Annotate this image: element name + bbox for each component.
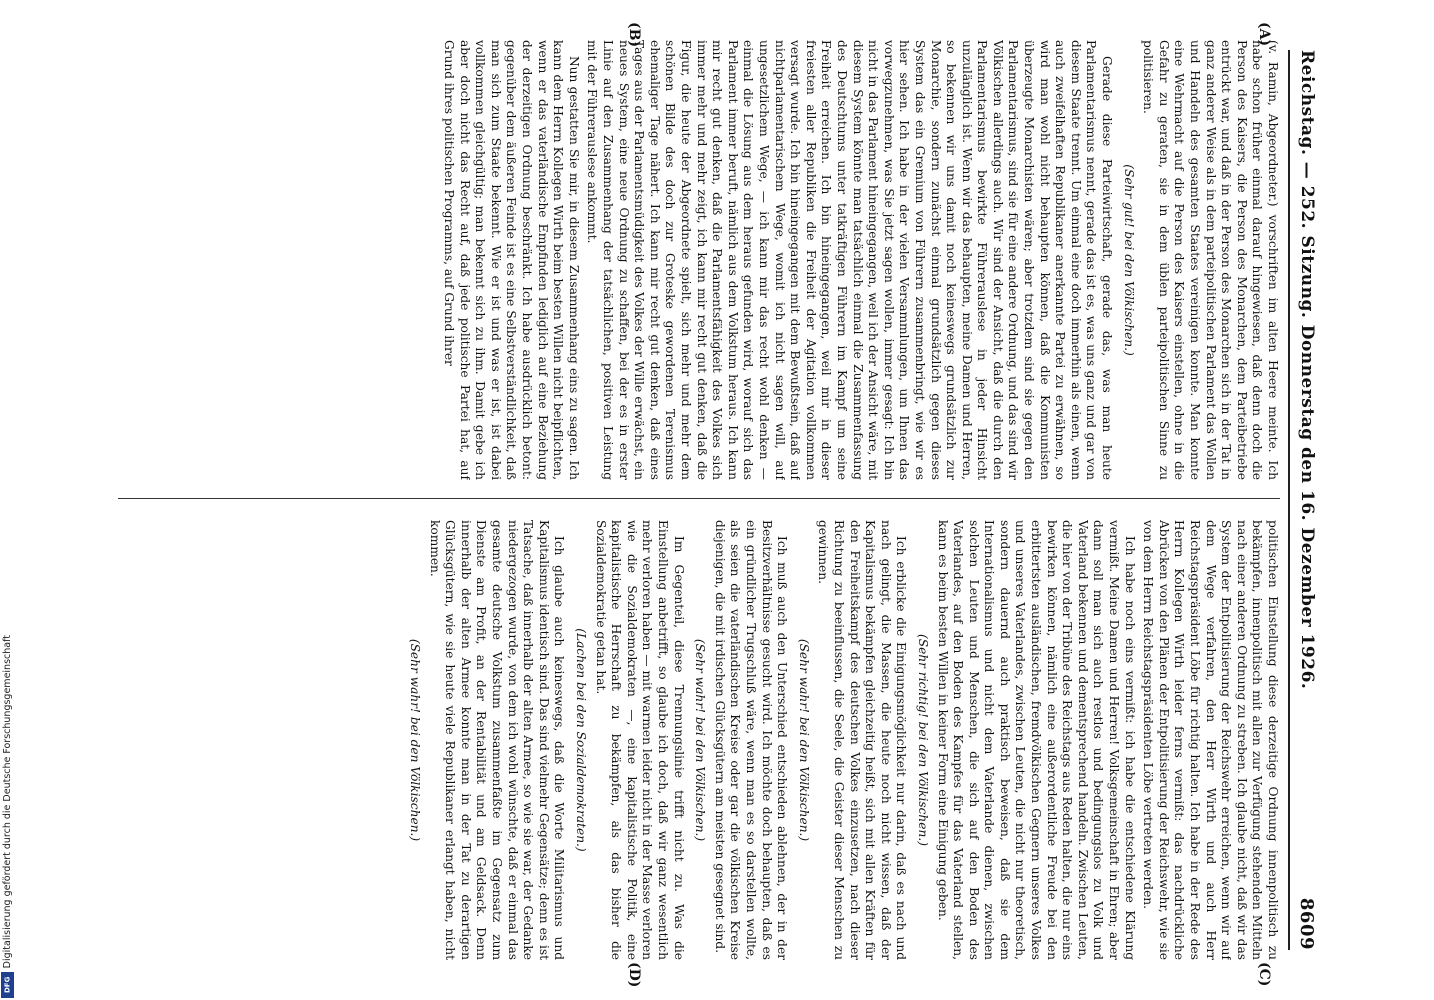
paragraph: Ich glaube auch keineswegs, daß die Worte Militarismus und Kapitalismus identisch sind. Das sind vielmehr Gegensätze; denn es ist Tatsache, daß innerhalb der alten Armee, so wie sie war, der Gedanke niedergezogen wurde, von dem ich wohl wünschte, daß er einmal das gesamte deutsche Volkstum zusammenfaßte im Gegensatz zum Dienste am Profit, an der Rentabilität und am Geldsack. Denn innerhalb der alten Armee konnte man in der Tat zu derartigen Glücksgütern, wie sie heute viele Republikaner erlangt haben, nicht kommen. bbox=[427, 520, 567, 960]
paragraph: Im Gegenteil, diese Trennungslinie trifft nicht zu. Was die Einstellung anbetrifft, so glaube ich doch, daß wir ganz wesentlich mehr verloren haben — mit warmen leider nicht in der Masse verloren wie die Sozialdemokraten —, eine kapitalistische Politik, eine kapitalistische Herrschaft zu bekämpfen, als das bisher die Sozialdemokratie getan hat. bbox=[593, 520, 686, 960]
margin-marker-a: (A) bbox=[1256, 22, 1272, 47]
paragraph: Ich erblicke die Einigungsmöglichkeit nur darin, daß es nach und nach gelingt, die Massen, die heute noch nicht wissen, daß der Kapitalismus bekämpfen gleichzeitig heißt, sich mit allen Kräften für den Freiheitskampf des deutschen Volkes einzusetzen, nach dieser Richtung zu beeinflussen, die Seele, die Geister dieser Menschen zu gewinnen. bbox=[816, 520, 909, 960]
page-header bbox=[1288, 50, 1324, 950]
digitization-credit: Digitalisierung gefördert durch die Deutsche Forschungsgemeinschaft bbox=[2, 634, 13, 968]
page-title: Reichstag. — 252. Sitzung. Donnerstag den 16. Dezember 1926. bbox=[1297, 50, 1317, 690]
applause-note: (Sehr wahr! bei den Völkischen.) bbox=[796, 638, 811, 842]
left-column bbox=[118, 40, 1280, 480]
paragraph: Nun gestatten Sie mir, in diesem Zusammenhang eins zu sagen. Ich kann dem Herrn Kollegen Wirth beim besten Willen nicht beipflichten, wenn er das vaterländische Empfinden lediglich auf eine Beziehung der derzeitigen Ordnung beschränkt. Ich habe ausdrücklich betont: gegenüber dem äußeren Feinde ist es eine Selbstverständlichkeit, daß man sich zum Staate bekennt. Wie er ist und was er ist, ist dabei vollkommen gleichgültig; man bekennt sich zu ihm. Damit gebe ich aber doch nicht das Recht auf, daß jede politische Partei hat, auf Grund ihres politischen Programms, auf Grund ihrer bbox=[442, 40, 581, 480]
margin-marker-b: (B) bbox=[626, 22, 642, 48]
applause-note: (Sehr wahr! bei den Völkischen.) bbox=[693, 638, 708, 842]
margin-marker-c: (C) bbox=[1256, 962, 1272, 987]
applause-note: (Sehr richtig! bei den Völkischen.) bbox=[915, 634, 930, 846]
page-number: 8609 bbox=[1296, 897, 1318, 950]
paragraph: politischen Einstellung diese derzeitige Ordnung innenpolitisch zu bekämpfen, innenpolitisch mit allen zur Verfügung stehenden Mitteln nach einer anderen Ordnung zu streben. Ich glaube nicht, daß wir das System der Entpolitisierung der Reichswehr erreichen, wenn wir auf dem Wege verfahren, den Herr Wirth und auch Herr Reichstagspräsident Löbe für richtig halten. Ich habe in der Rede des Herrn Kollegen Wirth leider ferns vermißt: das nachdrückliche Abrücken von den Plänen der Entpolitisierung der Reichswehr, wie sie von dem Herrn Reichstagspräsidenten Löbe vertreten werden. bbox=[1141, 520, 1280, 960]
dfg-logo: DFG bbox=[1, 972, 14, 998]
paragraph: (v. Ramin, Abgeordneter.) vorschriften im alten Heere meinte. Ich habe schon früher einmal darauf hingewiesen, daß denn doch die Person des Kaisers, die Person des Monarchen, dem Parteibetriebe entrückt war, und daß in der Person des Monarchen sich in der Tat in ganz anderer Weise als in dem parteipolitischen Parlament das Wollen und Handeln des gesamten Staates vereinigen konnte. Man konnte eine Wehrmacht auf die Person des Kaisers einstellen, ohne in die Gefahr zu geraten, sie in dem üblen parteipolitischen Sinne zu politisieren. bbox=[1141, 40, 1280, 480]
column-divider bbox=[118, 498, 1280, 499]
paragraph: Ich habe noch eins vermißt: ich habe die entschiedene Klärung vermißt. Meine Damen und Herren! Volksgemeinschaft in Ehren; aber dann soll man sich auch restlos und bedingungslos zu Volk und Vaterland bekennen und dementsprechend handeln. Zwischen Leuten, die hier von der Tribüne des Reichstags aus Reden halten, die nur eins bewirken können, nämlich eine außerordentliche Freude bei den erbittertsten ausländischen, fremdvölkischen Gegnern unseres Volkes und unseres Vaterlandes, zwischen Leuten, die nicht nur theoretisch, sondern dauernd auch praktisch beweisen, daß sie dem Internationalismus und nicht dem Vaterlande dienen, zwischen solchen Leuten und Menschen, die sich auf den Boden des Vaterlandes, auf den Boden des Kampfes für das Vaterland stellen, kann es beim besten Willen in keiner Form eine Einigung geben. bbox=[935, 520, 1137, 960]
paragraph: Gerade diese Parteiwirtschaft, gerade das, was man heute Parlamentarismus nennt, gerade das ist es, was uns ganz und gar von diesem Staate trennt. Um einmal eine doch immerhin als einen, wenn auch zweifelhaften Republikaner anerkannte Partei zu erwähnen, so wird man wohl nicht behaupten können, daß die Kommunisten überzeugte Monarchisten wären; aber trotzdem sind sie gegen den Parlamentarismus, sind sie für eine andere Ordnung, und das sind wir Völkischen allerdings auch. Wir sind der Ansicht, daß die durch den Parlamentarismus bewirkte Führerauslese in jeder Hinsicht unzulänglich ist. Wenn wir das behaupten, meine Damen und Herren, so bekennen wir uns damit noch keineswegs grundsätzlich zur Monarchie, sondern zunächst einmal grundsätzlich gegen dieses System das ein Gremium von Führern zusammenbringt, wie wir es hier sehen. Ich habe in der vielen Versammlungen, um Ihnen das vorwegzunehmen, was Sie jetzt sagen wollen, immer gesagt: Ich bin nicht in das Parlament hineingegangen, weil ich der Ansicht wäre, mit diesem System könnte man tatsächlich einmal die Zusammenfassung des Deutschtums unter tatkräftigen Führern im Kampf um seine Freiheit erreichen. Ich bin hineingegangen, weil mir in dieser freiesten aller Republiken die Freiheit der Agitation vollkommen versagt wurde. Ich bin hineingegangen mit dem Bewußtsein, daß auf nichtparlamentarischem Wege, womit ich nicht sagen will, auf ungesetzlichem Wege, — ich kann mir das recht wohl denken — einmal die Lösung aus dem heraus gefunden wird, worauf sich das Parlament immer beruft, nämlich aus dem Volkstum heraus. Ich kann mir recht gut denken, daß die Parlamentsfähigkeit des Volkes sich immer mehr und mehr zeigt, ich kann mir recht gut denken, daß die Figur, die heute der Abgeordnete spielt, sich mehr und mehr dem schönen Bilde des doch zur Groteske gewordenen Terenismus ehemaliger Tage nähert. Ich kann mir recht gut denken, daß eines Tages aus der Parlamentsmüdigkeit des Volkes der Wille erwächst, ein neues System, eine neue Ordnung zu schaffen, bei der es in erster Linie auf den Zusammenhang der tatsächlichen, positiven Leistung mit der Führerauslese ankommt. bbox=[585, 40, 1115, 480]
margin-marker-d: (D) bbox=[626, 962, 642, 988]
applause-note: (Sehr wahr! bei den Völkischen.) bbox=[408, 638, 423, 842]
applause-note: (Lachen bei den Sozialdemokraten.) bbox=[574, 628, 589, 852]
paragraph: Ich muß auch den Unterschied entschieden ablehnen, der in der Besitzverhältnisse gesucht wird. Ich möchte doch behaupten, daß es ein gründlicher Trugschluß wäre, wenn man es so darstellen wollte, als seien die vaterländischen Kreise oder gar die völkischen Kreise diejenigen, die mit irdischen Glücksgütern am meisten gesegnet sind. bbox=[712, 520, 790, 960]
right-column bbox=[118, 520, 1280, 960]
applause-note: (Sehr gut! bei den Völkischen.) bbox=[1121, 164, 1136, 356]
newspaper-page bbox=[102, 20, 1332, 988]
